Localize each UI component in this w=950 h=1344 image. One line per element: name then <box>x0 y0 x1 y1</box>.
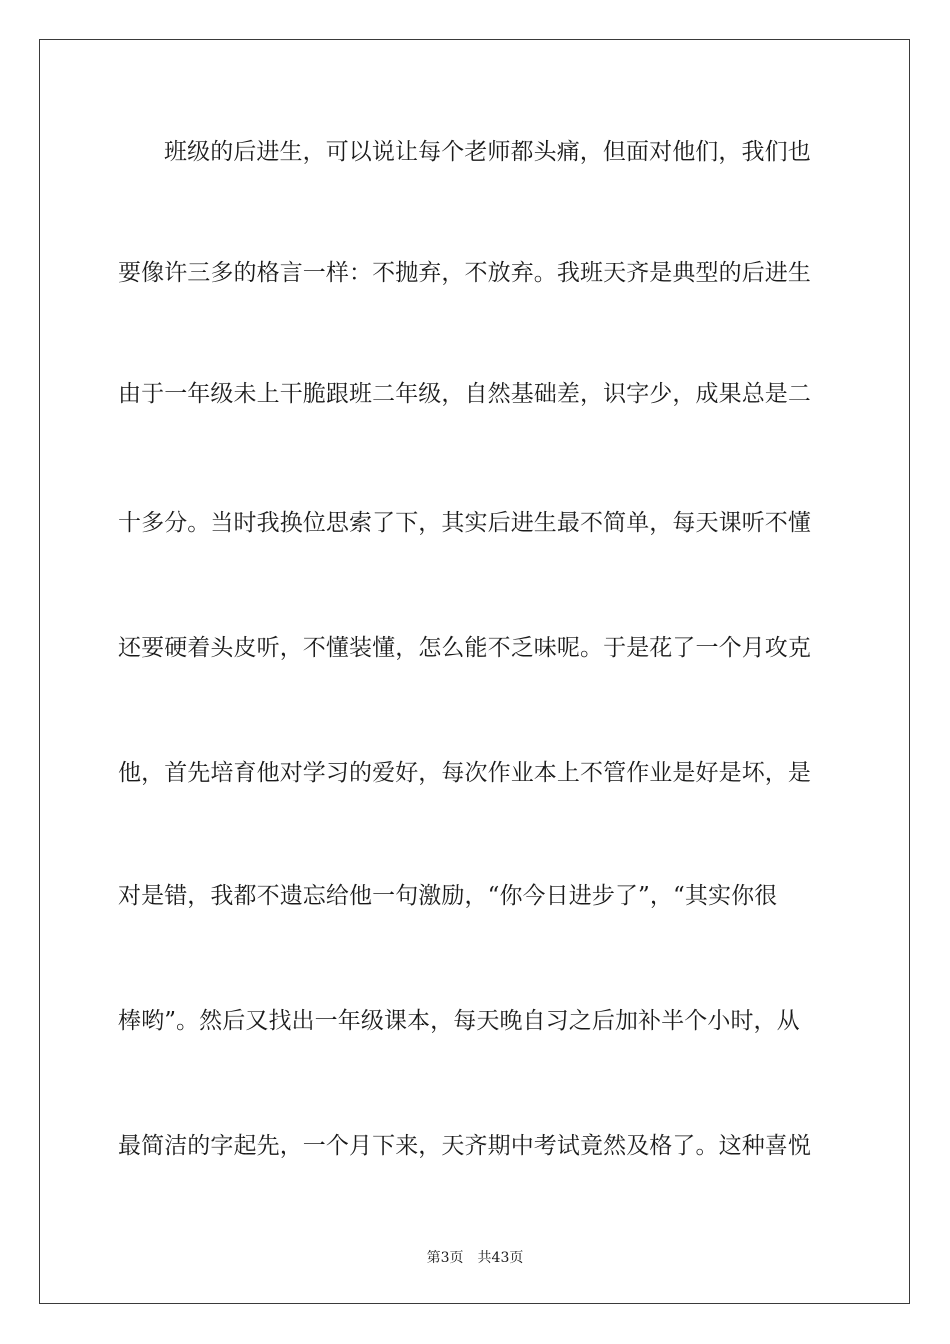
paragraph-line: 他，首先培育他对学习的爱好，每次作业本上不管作业是好是坏，是 <box>118 760 811 786</box>
paragraph-line: 对是错，我都不遗忘给他一句激励，“你今日进步了”，“其实你很 <box>118 883 778 909</box>
paragraph-line: 棒哟”。然后又找出一年级课本，每天晚自习之后加补半个小时，从 <box>118 1008 800 1034</box>
page-border <box>39 39 910 1304</box>
page-footer <box>0 1248 950 1268</box>
paragraph-line: 班级的后进生，可以说让每个老师都头痛，但面对他们，我们也 <box>164 139 811 165</box>
paragraph-line: 由于一年级未上干脆跟班二年级，自然基础差，识字少，成果总是二 <box>118 381 811 407</box>
paragraph-line: 最简洁的字起先，一个月下来，天齐期中考试竟然及格了。这种喜悦 <box>118 1133 811 1159</box>
paragraph-line: 要像许三多的格言一样：不抛弃，不放弃。我班天齐是典型的后进生 <box>118 260 811 286</box>
paragraph-line: 十多分。当时我换位思索了下，其实后进生最不简单，每天课听不懂 <box>118 510 811 536</box>
paragraph-line: 还要硬着头皮听，不懂装懂，怎么能不乏味呢。于是花了一个月攻克 <box>118 635 811 661</box>
page-number: 第3页 <box>426 1250 464 1266</box>
page-total: 共43页 <box>477 1250 524 1266</box>
